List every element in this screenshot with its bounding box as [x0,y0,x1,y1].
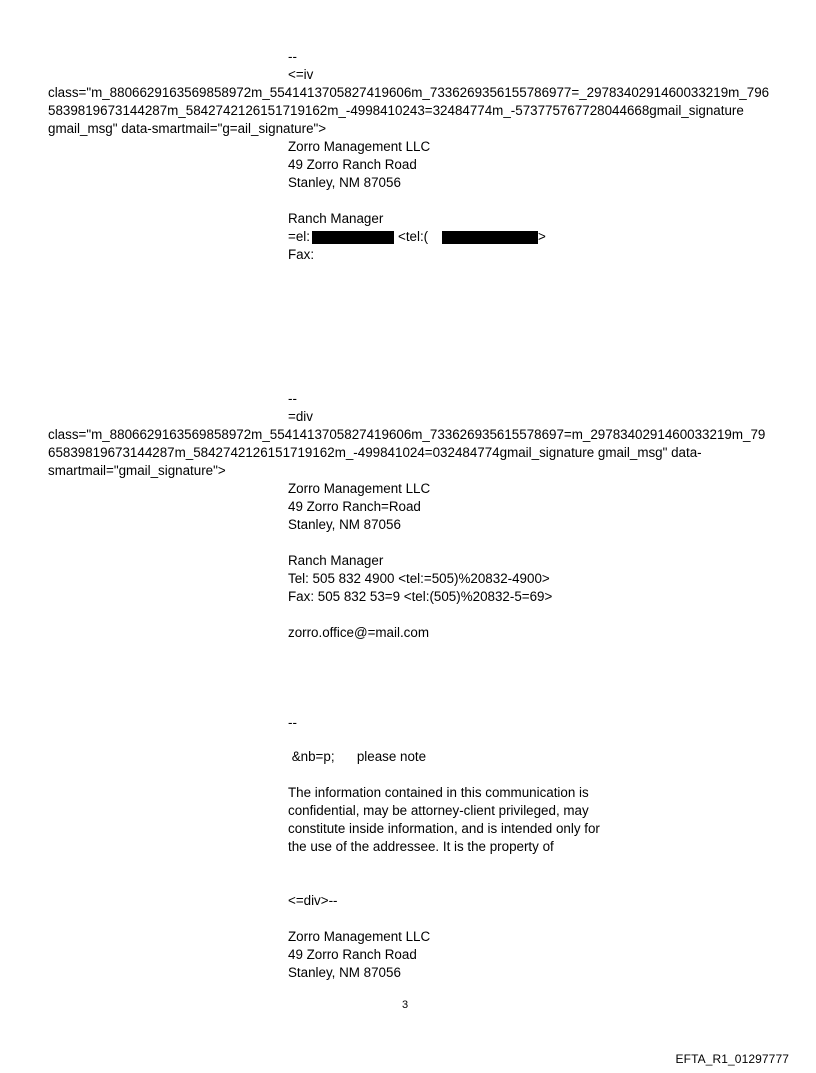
div-open-tag: =div [288,409,313,424]
separator: -- [288,391,297,406]
company-name: Zorro Management LLC [288,929,431,944]
email-address: zorro.office@=mail.com [288,625,429,640]
address-line: Stanley, NM 87056 [288,517,401,532]
fax-label: Fax: [288,247,315,262]
address-line: Stanley, NM 87056 [288,175,401,190]
address-line: 49 Zorro Ranch Road [288,157,417,172]
disclaimer-line: The information contained in this communication is [288,785,589,800]
div-close-tag: <=div>-- [288,893,338,908]
separator: -- [288,715,297,730]
class-attr-line: class="m_8806629163569858972m_5541413705827419606m_733626935615578697=m_2978340291460033219m_79 [48,427,766,442]
note-heading: &nb=p; please note [288,749,427,764]
bates-number: EFTA_R1_01297777 [675,1052,789,1066]
job-title: Ranch Manager [288,211,384,226]
class-attr-line: 5839819673144287m_5842742126151719162m_-4998410243=32484774m_-573775767728044668gmail_signature [48,103,744,118]
tel-link-close: > [538,229,546,244]
disclaimer-line: confidential, may be attorney-client privileged, may [288,803,589,818]
separator: -- [288,49,297,64]
redaction-box [442,231,538,244]
fax-line: Fax: 505 832 53=9 <tel:(505)%20832-5=69> [288,589,553,604]
class-attr-line: 65839819673144287m_5842742126151719162m_-499841024=032484774gmail_signature gmail_msg" data- [48,445,702,460]
company-name: Zorro Management LLC [288,481,431,496]
job-title: Ranch Manager [288,553,384,568]
class-attr-line: smartmail="gmail_signature"> [48,463,226,478]
tel-prefix: =el: [288,229,310,244]
tel-link-open: <tel:( [398,229,429,244]
disclaimer-line: constitute inside information, and is intended only for [288,821,600,836]
div-open-tag: <=iv [288,67,314,82]
company-name: Zorro Management LLC [288,139,431,154]
redaction-box [312,231,394,244]
address-line: 49 Zorro Ranch Road [288,947,417,962]
tel-line: Tel: 505 832 4900 <tel:=505)%20832-4900> [288,571,550,586]
disclaimer-line: the use of the addressee. It is the property of [288,839,554,854]
class-attr-line: class="m_8806629163569858972m_5541413705827419606m_7336269356155786977=_2978340291460033219m_796 [48,85,770,100]
class-attr-line: gmail_msg" data-smartmail="g=ail_signature"> [48,121,327,136]
address-line: Stanley, NM 87056 [288,965,401,980]
address-line: 49 Zorro Ranch=Road [288,499,421,514]
page-number: 3 [402,999,409,1011]
